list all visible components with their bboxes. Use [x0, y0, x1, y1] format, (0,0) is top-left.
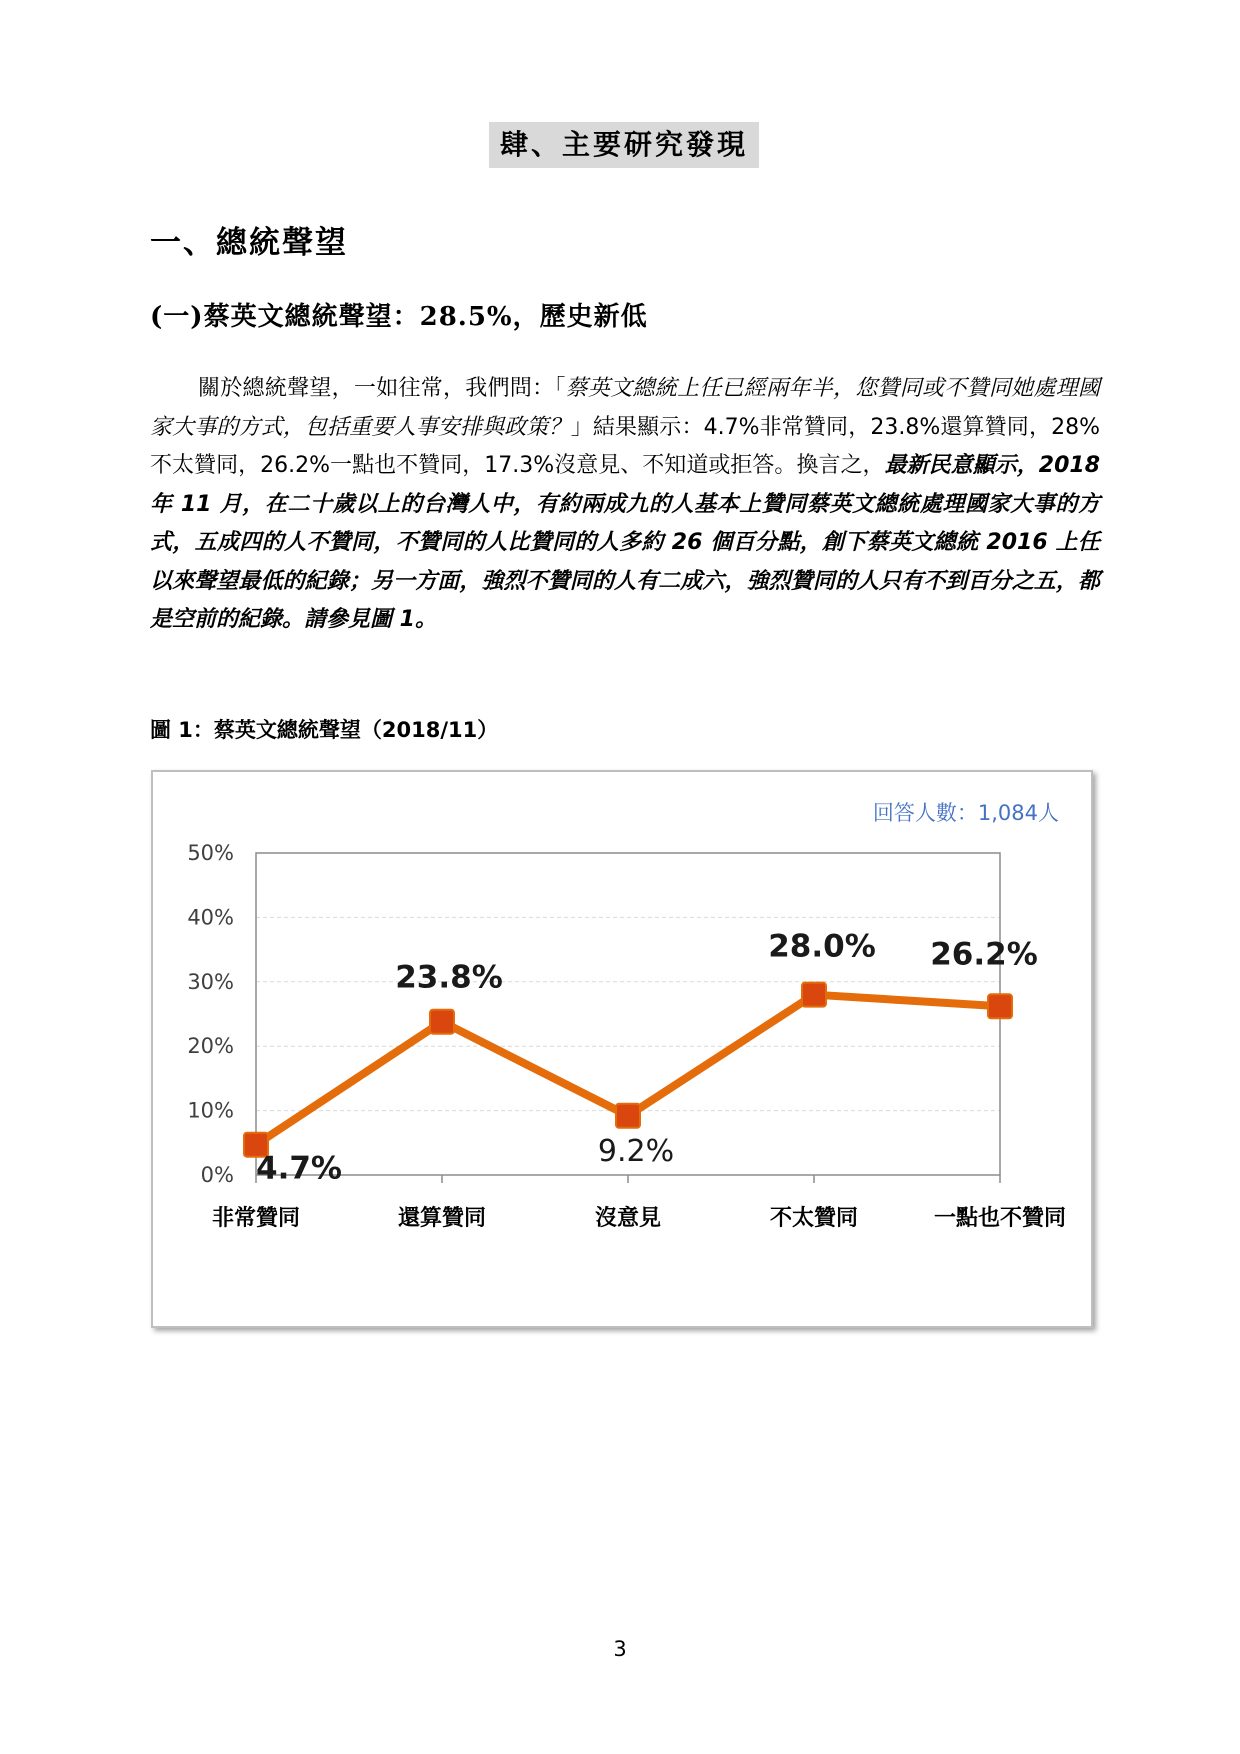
paragraph-intro: 關於總統聲望，一如往常，我們問：「 — [198, 376, 566, 401]
chapter-title: 肆、主要研究發現 — [489, 122, 759, 168]
x-category-label: 還算贊同 — [397, 1206, 487, 1231]
x-category-label: 沒意見 — [594, 1206, 662, 1231]
y-tick-label: 10% — [187, 1098, 234, 1123]
approval-line-chart — [153, 772, 1091, 1326]
y-tick-label: 30% — [187, 969, 234, 994]
y-tick-label: 0% — [200, 1163, 234, 1187]
paragraph-results: 」結果顯示：4.7%非常贊同，23.8%還算贊同，28%不太贊同，26.2%一點也不贊同，17.3%沒意見、不知道或拒答。換言之， — [150, 414, 1100, 478]
data-point-marker — [802, 983, 826, 1007]
y-tick-label: 50% — [187, 841, 234, 865]
subsection-title: (一)蔡英文總統聲望：28.5%，歷史新低 — [150, 302, 648, 332]
figure-caption: 圖 1：蔡英文總統聲望（2018/11） — [150, 718, 499, 742]
data-label: 28.0% — [768, 928, 876, 965]
data-point-marker — [616, 1104, 640, 1128]
survey-question: 蔡英文總統上任已經兩年半，您贊同或不贊同她處理國家大事的方式，包括重要人事安排與政策？ — [150, 376, 1100, 440]
x-category-label: 非常贊同 — [211, 1206, 301, 1231]
page-number: 3 — [613, 1637, 627, 1661]
body-paragraph — [150, 370, 1100, 640]
x-category-label: 一點也不贊同 — [933, 1206, 1067, 1231]
data-label: 9.2% — [597, 1133, 675, 1169]
y-tick-label: 40% — [187, 905, 234, 930]
section-title: 一、總統聲望 — [150, 225, 348, 261]
data-point-marker — [988, 994, 1012, 1018]
paragraph-emphasis: 最新民意顯示，2018 年 11 月，在二十歲以上的台灣人中，有約兩成九的人基本上贊同蔡英文總統處理國家大事的方式，五成四的人不贊同，不贊同的人比贊同的人多約 26 個百分點，創下蔡英文總統 2016 上任以來聲望最低的紀錄；另一方面，強烈不贊同的人有二成六，強烈贊同的人只有不到百分之五，都是空前的紀錄。請參見圖 1。 — [150, 453, 1101, 632]
data-point-marker — [430, 1010, 454, 1034]
data-label: 23.8% — [395, 959, 503, 996]
y-tick-label: 20% — [187, 1034, 234, 1059]
data-label: 4.7% — [256, 1150, 342, 1187]
chart-frame — [151, 770, 1093, 1328]
x-category-label: 不太贊同 — [769, 1206, 859, 1231]
data-label: 26.2% — [930, 936, 1038, 973]
respondent-count-note: 回答人數：1,084人 — [872, 801, 1059, 825]
